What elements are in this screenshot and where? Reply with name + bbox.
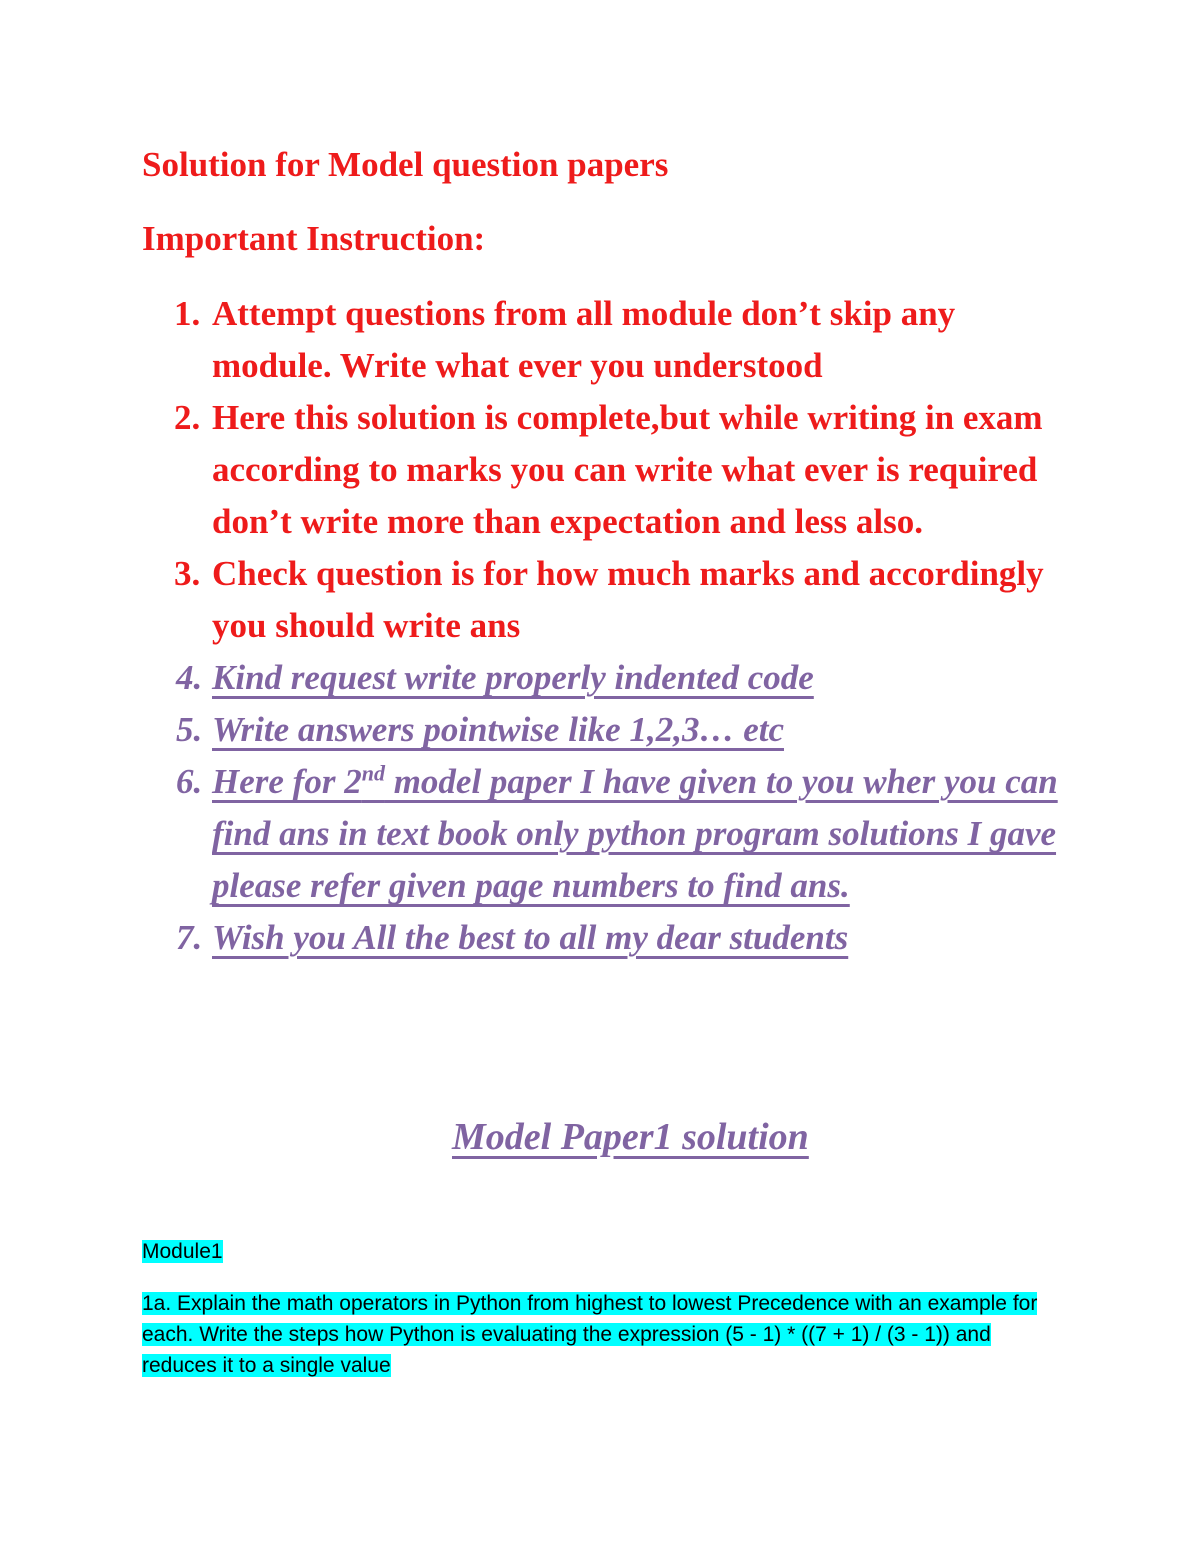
instruction-item-1 [0, 288, 1072, 392]
instruction-number: 1. [174, 294, 201, 333]
instruction-text: Wish you All the best to all my dear students [212, 918, 849, 957]
instruction-item-6 [0, 756, 1072, 912]
question-highlight: 1a. Explain the math operators in Python from highest to lowest Precedence with an example for each. Write the steps how Python is evaluating the expression (5 - 1) * ((7 + 1) / (3 - 1)) and reduces it to a single value [142, 1292, 1038, 1377]
instruction-number: 2. [174, 398, 201, 437]
instruction-text: Here this solution is complete,but while writing in exam according to marks you can write what ever is required don’t write more than expectation and less also. [212, 398, 1043, 541]
instruction-number: 6. [176, 762, 203, 801]
instruction-item-4 [0, 652, 1072, 704]
instruction-text: Kind request write properly indented code [212, 658, 814, 697]
instruction-number: 5. [176, 710, 203, 749]
instruction-item-7 [0, 912, 1072, 964]
instruction-text: Write answers pointwise like 1,2,3… etc [212, 710, 784, 749]
instruction-text: Check question is for how much marks and accordingly you should write ans [212, 554, 1044, 645]
question-text [142, 1288, 1062, 1381]
section-heading: Model Paper1 solution [452, 1116, 809, 1158]
instruction-item-2 [0, 392, 1072, 548]
instruction-item-5 [0, 704, 1072, 756]
document-title: Solution for Model question papers [142, 145, 669, 184]
module-label-text: Module1 [142, 1240, 223, 1263]
instructions-heading: Important Instruction: [142, 219, 486, 258]
instruction-text: Attempt questions from all module don’t skip any module. Write what ever you understood [212, 294, 956, 385]
instruction-number: 3. [174, 554, 201, 593]
instructions-list [0, 288, 1200, 964]
instruction-item-3 [0, 548, 1072, 652]
instruction-number: 7. [176, 918, 203, 957]
instruction-number: 4. [176, 658, 203, 697]
instruction-text-part: model paper I have given to you wher you can find ans in text book only python program solutions I gave please refer given page numbers to find ans. [212, 762, 1058, 905]
instruction-text-part: Here for 2 [212, 762, 362, 801]
instruction-text [212, 762, 1058, 905]
module-label [142, 1238, 223, 1266]
ordinal-suffix: nd [361, 760, 385, 786]
